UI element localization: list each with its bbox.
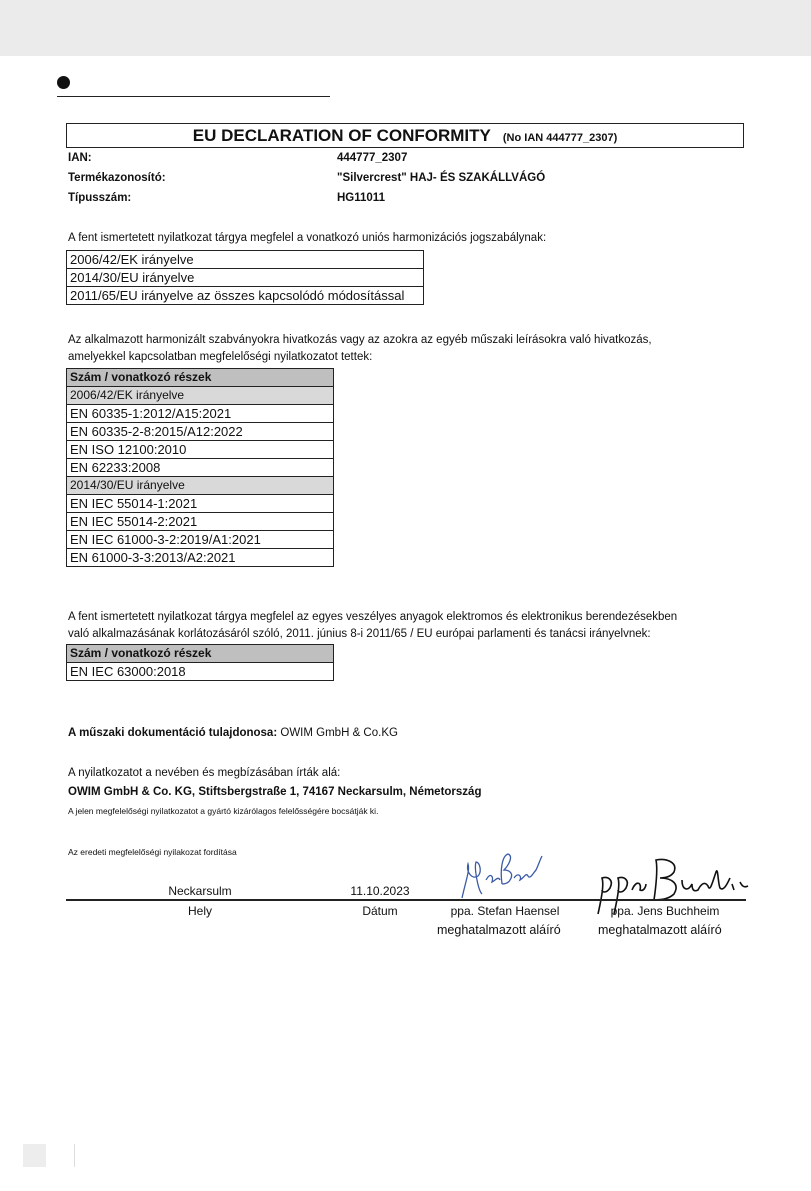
declaration-number: (No IAN 444777_2307)	[502, 132, 618, 144]
standard-cell: EN IEC 55014-2:2021	[67, 513, 334, 531]
top-bar	[0, 0, 811, 56]
table-row	[67, 459, 334, 477]
table-row	[67, 423, 334, 441]
header-rule	[57, 96, 330, 97]
technical-doc-owner	[68, 725, 748, 742]
declaration-title: EU DECLARATION OF CONFORMITY	[192, 126, 491, 145]
table-row	[67, 287, 424, 305]
declaration-title-box	[66, 123, 744, 148]
signed-statement: A nyilatkozatot a nevében és megbízásában írták alá:	[68, 767, 341, 779]
rohs-table	[66, 644, 334, 681]
responsibility-note: A jelen megfelelőségi nyilatkozatot a gyártó kizárólagos felelősségére bocsátják ki.	[68, 806, 379, 816]
signature-haensel	[456, 850, 552, 904]
standard-cell: EN IEC 55014-1:2021	[67, 495, 334, 513]
translation-note: Az eredeti megfelelőségi nyilakozat fordítása	[68, 847, 237, 857]
signer-2-name: ppa. Jens Buchheim	[610, 904, 720, 918]
product-id-value: "Silvercrest" HAJ- ÉS SZAKÁLLVÁGÓ	[337, 172, 546, 184]
date-value: 11.10.2023	[350, 884, 410, 898]
ian-label: IAN:	[68, 152, 92, 164]
rohs-header: Szám / vonatkozó részek	[67, 645, 334, 663]
table-row	[67, 269, 424, 287]
table-row	[67, 531, 334, 549]
directive-cell: 2006/42/EK irányelve	[67, 251, 424, 269]
table-row	[67, 549, 334, 567]
manufacturer-address: OWIM GmbH & Co. KG, Stiftsbergstraße 1, 74167 Neckarsulm, Németország	[68, 786, 482, 798]
footer-divider	[74, 1144, 75, 1167]
standards-group-2: 2014/30/EU irányelve	[67, 477, 334, 495]
table-row	[67, 513, 334, 531]
directives-intro: A fent ismertetett nyilatkozat tárgya megfelel a vonatkozó uniós harmonizációs jogszabálynak:	[68, 232, 547, 244]
directive-cell: 2011/65/EU irányelve az összes kapcsolódó módosítással	[67, 287, 424, 305]
date-label: Dátum	[362, 904, 398, 918]
table-row	[67, 387, 334, 405]
type-number-value: HG11011	[337, 192, 385, 204]
bullet-dot	[57, 76, 70, 89]
standards-group-1: 2006/42/EK irányelve	[67, 387, 334, 405]
standards-intro-line1: Az alkalmazott harmonizált szabványokra hivatkozás vagy az azokra az egyéb műszaki leírásokra való hivatkozás,	[68, 334, 652, 346]
signer-2-role: meghatalmazott aláíró	[598, 923, 722, 937]
page-number-box	[23, 1144, 46, 1167]
standard-cell: EN 62233:2008	[67, 459, 334, 477]
rohs-intro	[68, 609, 748, 643]
table-row	[67, 369, 334, 387]
signer-1-name: ppa. Stefan Haensel	[450, 904, 560, 918]
table-row	[67, 251, 424, 269]
standards-intro	[68, 332, 748, 366]
standard-cell: EN 60335-1:2012/A15:2021	[67, 405, 334, 423]
directive-cell: 2014/30/EU irányelve	[67, 269, 424, 287]
technical-doc-label: A műszaki dokumentáció tulajdonosa:	[68, 727, 278, 739]
table-row	[67, 441, 334, 459]
place-value: Neckarsulm	[168, 884, 232, 898]
standard-cell: EN IEC 61000-3-2:2019/A1:2021	[67, 531, 334, 549]
table-row	[67, 663, 334, 681]
type-number-label: Típusszám:	[68, 192, 132, 204]
table-row	[67, 495, 334, 513]
signature-line	[66, 899, 746, 901]
technical-doc-value: OWIM GmbH & Co.KG	[280, 727, 398, 739]
product-id-label: Termékazonosító:	[68, 172, 166, 184]
standard-cell: EN 61000-3-3:2013/A2:2021	[67, 549, 334, 567]
table-row	[67, 405, 334, 423]
rohs-intro-line1: A fent ismertetett nyilatkozat tárgya megfelel az egyes veszélyes anyagok elektromos és elektronikus berendezésekben	[68, 611, 678, 623]
standard-cell: EN ISO 12100:2010	[67, 441, 334, 459]
ian-value: 444777_2307	[337, 152, 408, 164]
standards-header: Szám / vonatkozó részek	[67, 369, 334, 387]
rohs-intro-line2: való alkalmazásának korlátozásáról szóló, 2011. június 8-i 2011/65 / EU európai parlamenti és tanácsi irányelvnek:	[68, 628, 651, 640]
table-row	[67, 477, 334, 495]
standards-intro-line2: amelyekkel kapcsolatban megfelelőségi nyilatkozatot tettek:	[68, 351, 373, 363]
signer-1-role: meghatalmazott aláíró	[437, 923, 561, 937]
standard-cell: EN 60335-2-8:2015/A12:2022	[67, 423, 334, 441]
standards-table	[66, 368, 334, 567]
directives-table	[66, 250, 424, 305]
place-label: Hely	[187, 904, 212, 918]
table-row	[67, 645, 334, 663]
rohs-standard-cell: EN IEC 63000:2018	[67, 663, 334, 681]
